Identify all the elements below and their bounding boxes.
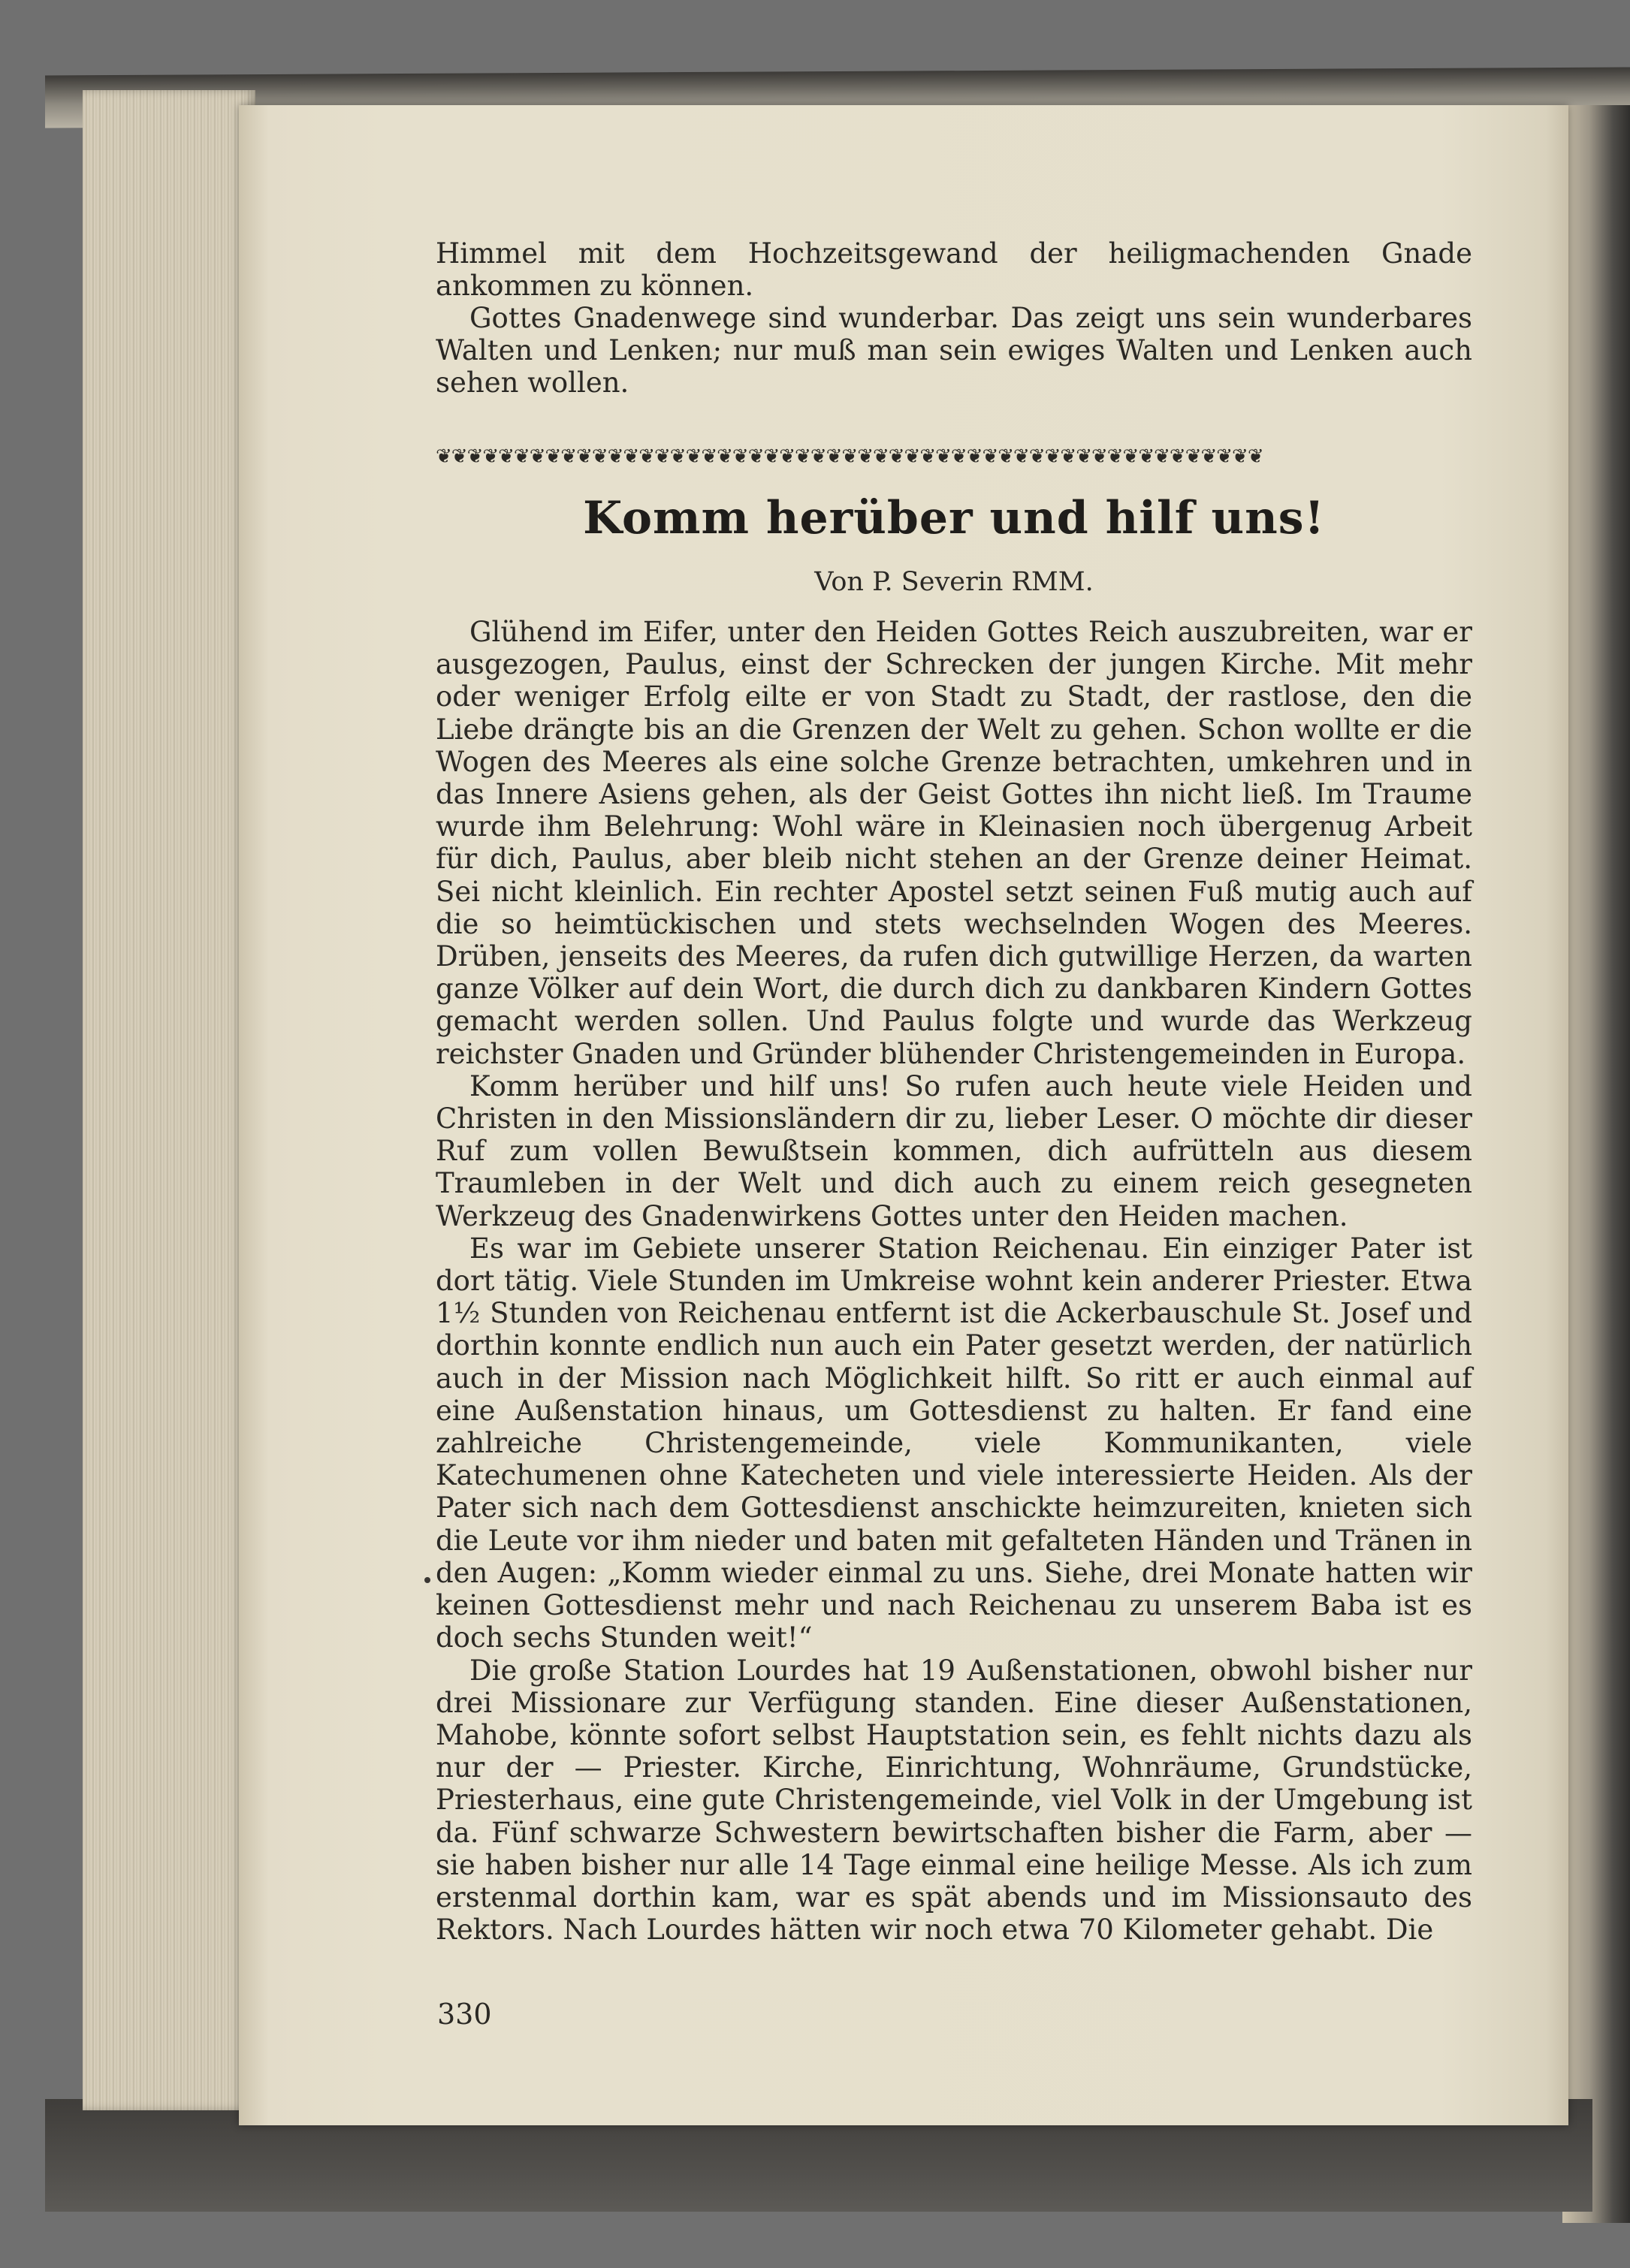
article-title: Komm herüber und hilf uns! [583, 492, 1325, 544]
article-paragraph: Glühend im Eifer, unter den Heiden Gottes Reich auszubreiten, war er ausgezogen, Paulus, einst der Schrecken der jungen Kirche. Mit mehr oder weniger Erfolg eilte er von Stadt zu Stadt, der rastlose, den die Liebe drängte bis an die Grenzen der Welt zu gehen. Schon wollte er die Wogen des Meeres als eine solche Grenze betrachten, umkehren und in das Innere Asiens gehen, als der Geist Gottes ihn nicht ließ. Im Traume wurde ihm Belehrung: Wohl wäre in Kleinasien noch übergenug Arbeit für dich, Paulus, aber bleib nicht stehen an der Grenze deiner Heimat. Sei nicht kleinlich. Ein rechter Apostel setzt seinen Fuß mutig auch auf die so heimtückischen und stets wechselnden Wogen des Meeres. Drüben, jenseits des Meeres, da rufen dich gutwillige Herzen, da warten ganze Völker auf dein Wort, die durch dich zu dankbaren Kindern Gottes gemacht werden sollen. Und Paulus folgte und wurde das Werkzeug reichster Gnaden und Gründer blühender Christengemeinden in Europa. [436, 616, 1472, 1070]
ornamental-divider: ❦❦❦❦❦❦❦❦❦❦❦❦❦❦❦❦❦❦❦❦❦❦❦❦❦❦❦❦❦❦❦❦❦❦❦❦❦❦❦❦❦❦❦❦❦❦❦❦❦❦❦❦❦ [436, 446, 1263, 467]
page-stack [83, 90, 255, 2110]
article-body [436, 616, 1472, 1946]
article-paragraph: Es war im Gebiete unserer Station Reichenau. Ein einziger Pater ist dort tätig. Viele Stunden im Umkreise wohnt kein anderer Priester. Etwa 1½ Stunden von Reichenau entfernt ist die Ackerbauschule St. Josef und dorthin konnte endlich nun auch ein Pater gesetzt werden, der natürlich auch in der Mission nach Möglichkeit hilft. So ritt er auch einmal auf eine Außenstation hinaus, um Gottesdienst zu halten. Er fand eine zahlreiche Christengemeinde, viele Kommunikanten, viele Katechumenen ohne Katecheten und viele interessierte Heiden. Als der Pater sich nach dem Gottesdienst anschickte heimzureiten, knieten sich die Leute vor ihm nieder und baten mit gefalteten Händen und Tränen in den Augen: „Komm wieder einmal zu uns. Siehe, drei Monate hatten wir keinen Gottesdienst mehr und nach Reichenau zu unserem Baba ist es doch sechs Stunden weit!“ [436, 1232, 1472, 1654]
book-right-edge [1562, 105, 1630, 2223]
page-number: 330 [437, 1998, 492, 2031]
intro-paragraph: Himmel mit dem Hochzeitsgewand der heiligmachenden Gnade ankommen zu können. [436, 237, 1472, 302]
article-paragraph: Die große Station Lourdes hat 19 Außenstationen, obwohl bisher nur drei Missionare zur Verfügung standen. Eine dieser Außenstationen, Mahobe, könnte sofort selbst Hauptstation sein, es fehlt nichts dazu als nur der — Priester. Kirche, Einrichtung, Wohnräume, Grundstücke, Priesterhaus, eine gute Christengemeinde, viel Volk in der Umgebung ist da. Fünf schwarze Schwestern bewirtschaften bisher die Farm, aber — sie haben bisher nur alle 14 Tage einmal eine heilige Messe. Als ich zum erstenmal dorthin kam, war es spät abends und im Missionsauto des Rektors. Nach Lourdes hätten wir noch etwa 70 Kilometer gehabt. Die [436, 1654, 1472, 1947]
ink-dot-mark [424, 1577, 430, 1583]
intro-text-block [436, 237, 1472, 399]
article-byline: Von P. Severin RMM. [814, 567, 1094, 597]
article-paragraph: Komm herüber und hilf uns! So rufen auch heute viele Heiden und Christen in den Missionsländern dir zu, lieber Leser. O möchte dir dieser Ruf zum vollen Bewußtsein kommen, dich aufrütteln aus diesem Traumleben in der Welt und dich auch zu einem reich gesegneten Werkzeug des Gnadenwirkens Gottes unter den Heiden machen. [436, 1069, 1472, 1232]
intro-paragraph: Gottes Gnadenwege sind wunderbar. Das zeigt uns sein wunderbares Walten und Lenken; nur muß man sein ewiges Walten und Lenken auch sehen wollen. [436, 302, 1472, 399]
